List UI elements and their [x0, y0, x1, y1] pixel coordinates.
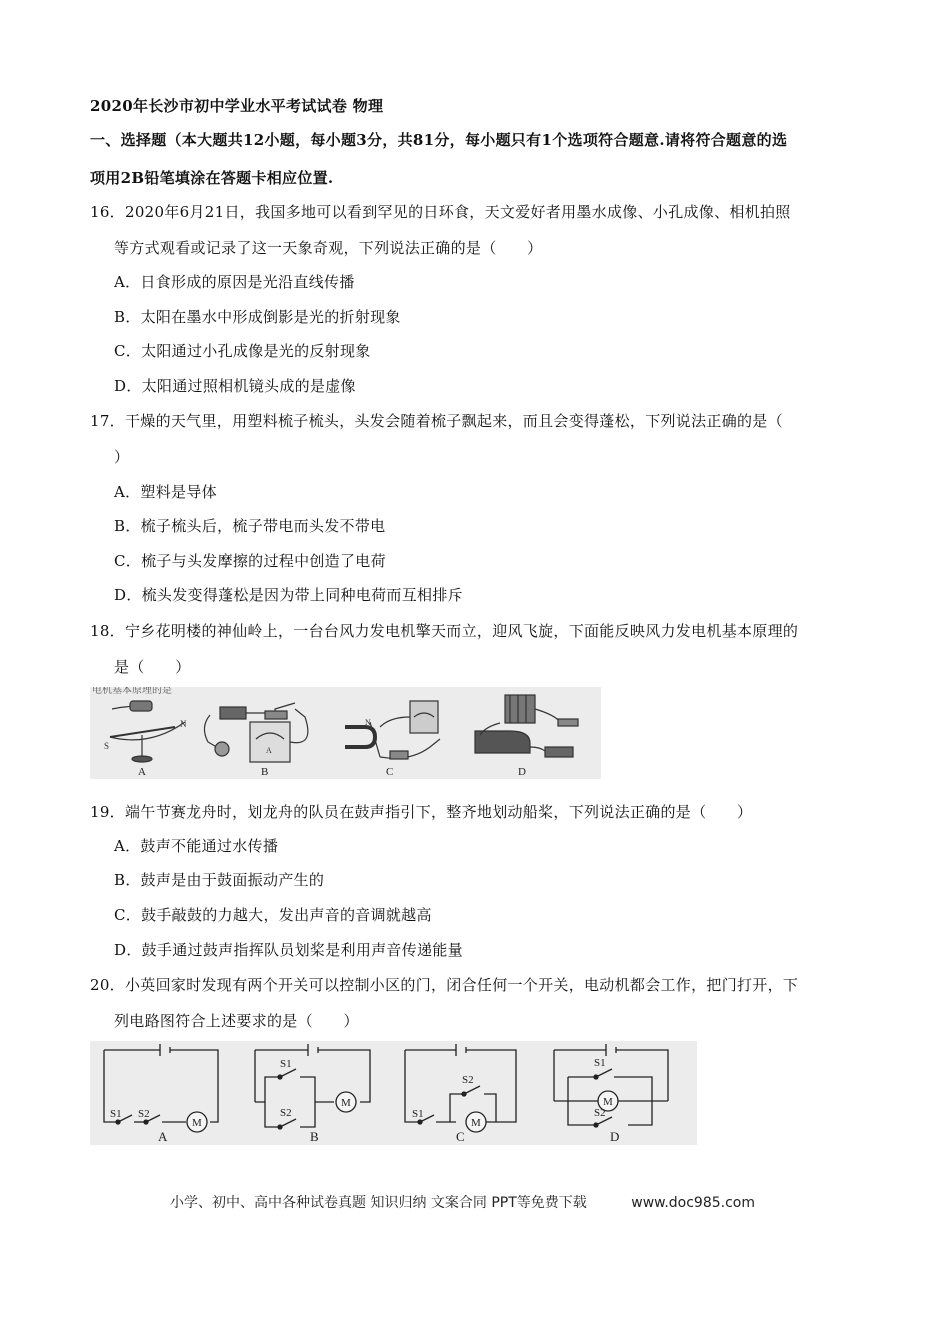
figure-a-compass	[104, 701, 187, 762]
question-16-option-b: B．太阳在墨水中形成倒影是光的折射现象	[114, 308, 401, 326]
svg-text:S1: S1	[412, 1108, 424, 1120]
section-heading-cont: 项用2B铅笔填涂在答题卡相应位置.	[90, 169, 334, 187]
question-20-stem-cont: 列电路图符合上述要求的是（ ）	[114, 1012, 359, 1030]
footer-link[interactable]: www.doc985.com	[631, 1195, 755, 1211]
svg-text:S2: S2	[594, 1107, 606, 1119]
svg-text:S: S	[104, 741, 110, 751]
circuit-a	[104, 1044, 218, 1132]
question-16-option-a: A．日食形成的原因是光沿直线传播	[114, 273, 355, 291]
figure-20-label-c: C	[456, 1129, 465, 1144]
figure-c-magnet	[345, 701, 440, 759]
figure-20-label-d: D	[610, 1129, 620, 1144]
question-19-option-d: D．鼓手通过鼓声指挥队员划桨是利用声音传递能量	[114, 941, 463, 959]
svg-text:A: A	[266, 746, 272, 755]
svg-text:M: M	[603, 1096, 613, 1108]
figure-b-circuit	[204, 703, 307, 762]
svg-text:S1: S1	[594, 1057, 606, 1069]
question-18-stem-cont: 是（ ）	[114, 658, 191, 676]
section-heading: 一、选择题（本大题共12小题，每小题3分，共81分，每小题只有1个选项符合题意.请将符合题意的选	[90, 131, 788, 149]
question-17-option-a: A．塑料是导体	[114, 483, 217, 501]
question-16-stem: 16．2020年6月21日，我国多地可以看到罕见的日环食，天文爱好者用墨水成像、小孔成像、相机拍照	[90, 203, 791, 221]
question-16-stem-cont: 等方式观看或记录了这一天象奇观，下列说法正确的是（ ）	[114, 239, 543, 257]
question-20-figure	[90, 1041, 697, 1145]
question-19-option-a: A．鼓声不能通过水传播	[114, 837, 279, 855]
question-16-option-c: C．太阳通过小孔成像是光的反射现象	[114, 342, 371, 360]
circuit-b	[255, 1044, 370, 1129]
svg-text:N: N	[180, 719, 187, 729]
svg-text:N: N	[365, 718, 371, 727]
question-19-option-b: B．鼓声是由于鼓面振动产生的	[114, 871, 325, 889]
question-16-option-d: D．太阳通过照相机镜头成的是虚像	[114, 377, 356, 395]
figure-d-motor	[475, 695, 578, 757]
figure-18-label-c: C	[386, 766, 394, 778]
svg-text:S1: S1	[110, 1108, 122, 1120]
figure-18-label-a: A	[138, 766, 146, 778]
question-19-option-c: C．鼓手敲鼓的力越大，发出声音的音调就越高	[114, 906, 432, 924]
svg-text:S1: S1	[280, 1058, 292, 1070]
figure-18-label-b: B	[261, 766, 269, 778]
generator-options-illustration	[90, 687, 601, 779]
circuit-c	[405, 1044, 516, 1132]
figure-header-text: 电机基本原理的是	[92, 687, 172, 696]
svg-text:S2: S2	[280, 1107, 292, 1119]
page-footer	[170, 1192, 755, 1212]
question-17-option-b: B．梳子梳头后，梳子带电而头发不带电	[114, 517, 386, 535]
footer-text: 小学、初中、高中各种试卷真题 知识归纳 文案合同 PPT等免费下载	[170, 1195, 587, 1211]
figure-20-label-b: B	[310, 1129, 319, 1144]
figure-20-label-a: A	[158, 1129, 168, 1144]
svg-text:S2: S2	[462, 1074, 474, 1086]
question-17-option-c: C．梳子与头发摩擦的过程中创造了电荷	[114, 552, 386, 570]
question-19-stem: 19．端午节赛龙舟时，划龙舟的队员在鼓声指引下，整齐地划动船桨，下列说法正确的是（ ）	[90, 803, 753, 821]
svg-text:S2: S2	[138, 1108, 150, 1120]
svg-text:M: M	[341, 1097, 351, 1109]
circuit-d	[554, 1044, 668, 1127]
question-20-stem: 20．小英回家时发现有两个开关可以控制小区的门，闭合任何一个开关，电动机都会工作，把门打开，下	[90, 976, 799, 994]
exam-title: 2020年长沙市初中学业水平考试试卷 物理	[90, 97, 384, 115]
question-18-figure	[90, 687, 601, 779]
question-17-stem: 17．干燥的天气里，用塑料梳子梳头，头发会随着梳子飘起来，而且会变得蓬松，下列说法正确的是（	[90, 412, 783, 430]
question-18-stem: 18．宁乡花明楼的神仙岭上，一台台风力发电机擎天而立，迎风飞旋，下面能反映风力发电机基本原理的	[90, 622, 799, 640]
svg-text:M: M	[471, 1117, 481, 1129]
question-17-option-d: D．梳头发变得蓬松是因为带上同种电荷而互相排斥	[114, 586, 463, 604]
figure-18-label-d: D	[518, 766, 526, 778]
circuit-diagrams	[90, 1041, 697, 1145]
question-17-stem-cont: ）	[114, 448, 130, 466]
svg-text:M: M	[192, 1117, 202, 1129]
